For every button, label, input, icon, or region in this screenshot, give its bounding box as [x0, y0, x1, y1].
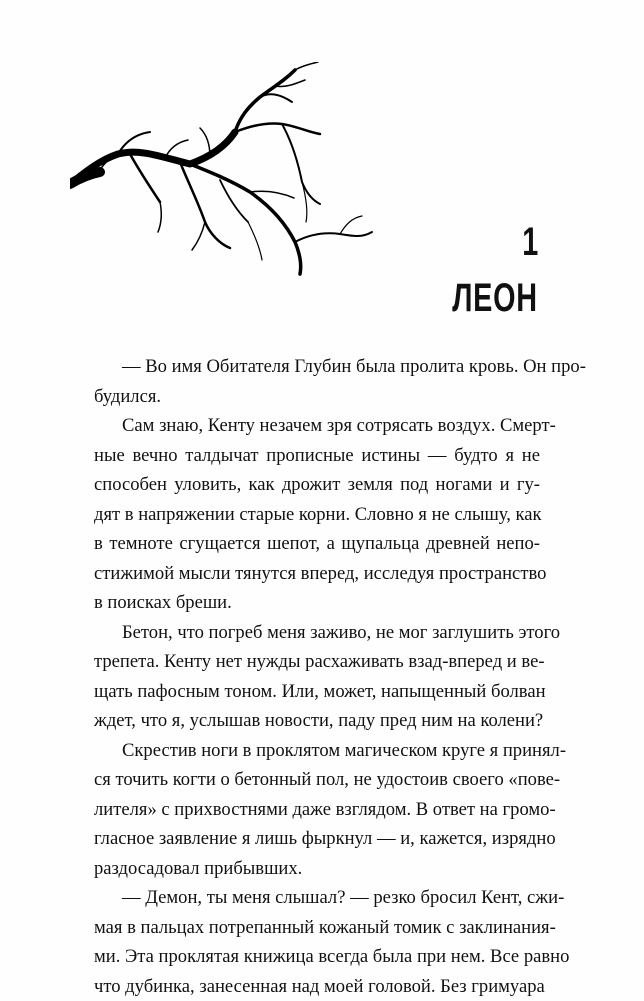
body-text [94, 352, 540, 1001]
text-line: дят в напряжении старые корни. Словно я не слышу, как [94, 500, 540, 530]
text-line: будился. [94, 382, 540, 412]
text-line: Бетон, что погреб меня заживо, не мог заглушить этого [94, 618, 540, 648]
text-line: что дубинка, занесенная над моей головой. Без гримуара [94, 972, 540, 1001]
text-line: Скрестив ноги в проклятом магическом круге я принял- [94, 736, 540, 766]
text-line: гласное заявление я лишь фыркнул — и, кажется, изрядно [94, 824, 540, 854]
text-line: — Демон, ты меня слышал? — резко бросил Кент, сжи- [94, 883, 540, 913]
text-line: ся точить когти о бетонный пол, не удостоив своего «пове- [94, 765, 540, 795]
text-line: ждет, что я, услышав новости, паду пред ним на колени? [94, 706, 540, 736]
text-line: трепета. Кенту нет нужды расхаживать взад-вперед и ве- [94, 647, 540, 677]
chapter-title: ЛЕОН [453, 278, 539, 318]
paragraph [94, 352, 540, 411]
text-line: ные вечно талдычат прописные истины — будто я не [94, 441, 540, 471]
tree-branch-illustration [70, 62, 380, 277]
paragraph [94, 883, 540, 1001]
text-line: в поисках бреши. [94, 588, 540, 618]
text-line: ми. Эта проклятая книжица всегда была при нем. Все равно [94, 942, 540, 972]
text-line: способен уловить, как дрожит земля под ногами и гу- [94, 470, 540, 500]
paragraph [94, 618, 540, 736]
paragraph [94, 736, 540, 884]
paragraph [94, 411, 540, 618]
text-line: Сам знаю, Кенту незачем зря сотрясать воздух. Смерт- [94, 411, 540, 441]
text-line: лителя» с прихвостнями даже взглядом. В ответ на громо- [94, 795, 540, 825]
text-line: в темноте сгущается шепот, а щупальца древней непо- [94, 529, 540, 559]
text-line: раздосадовал прибывших. [94, 854, 540, 884]
chapter-number: 1 [522, 222, 538, 262]
text-line: щать пафосным тоном. Или, может, напыщенный болван [94, 677, 540, 707]
text-line: мая в пальцах потрепанный кожаный томик с заклинания- [94, 913, 540, 943]
text-line: — Во имя Обитателя Глубин была пролита кровь. Он про- [94, 352, 540, 382]
text-line: стижимой мысли тянутся вперед, исследуя пространство [94, 559, 540, 589]
